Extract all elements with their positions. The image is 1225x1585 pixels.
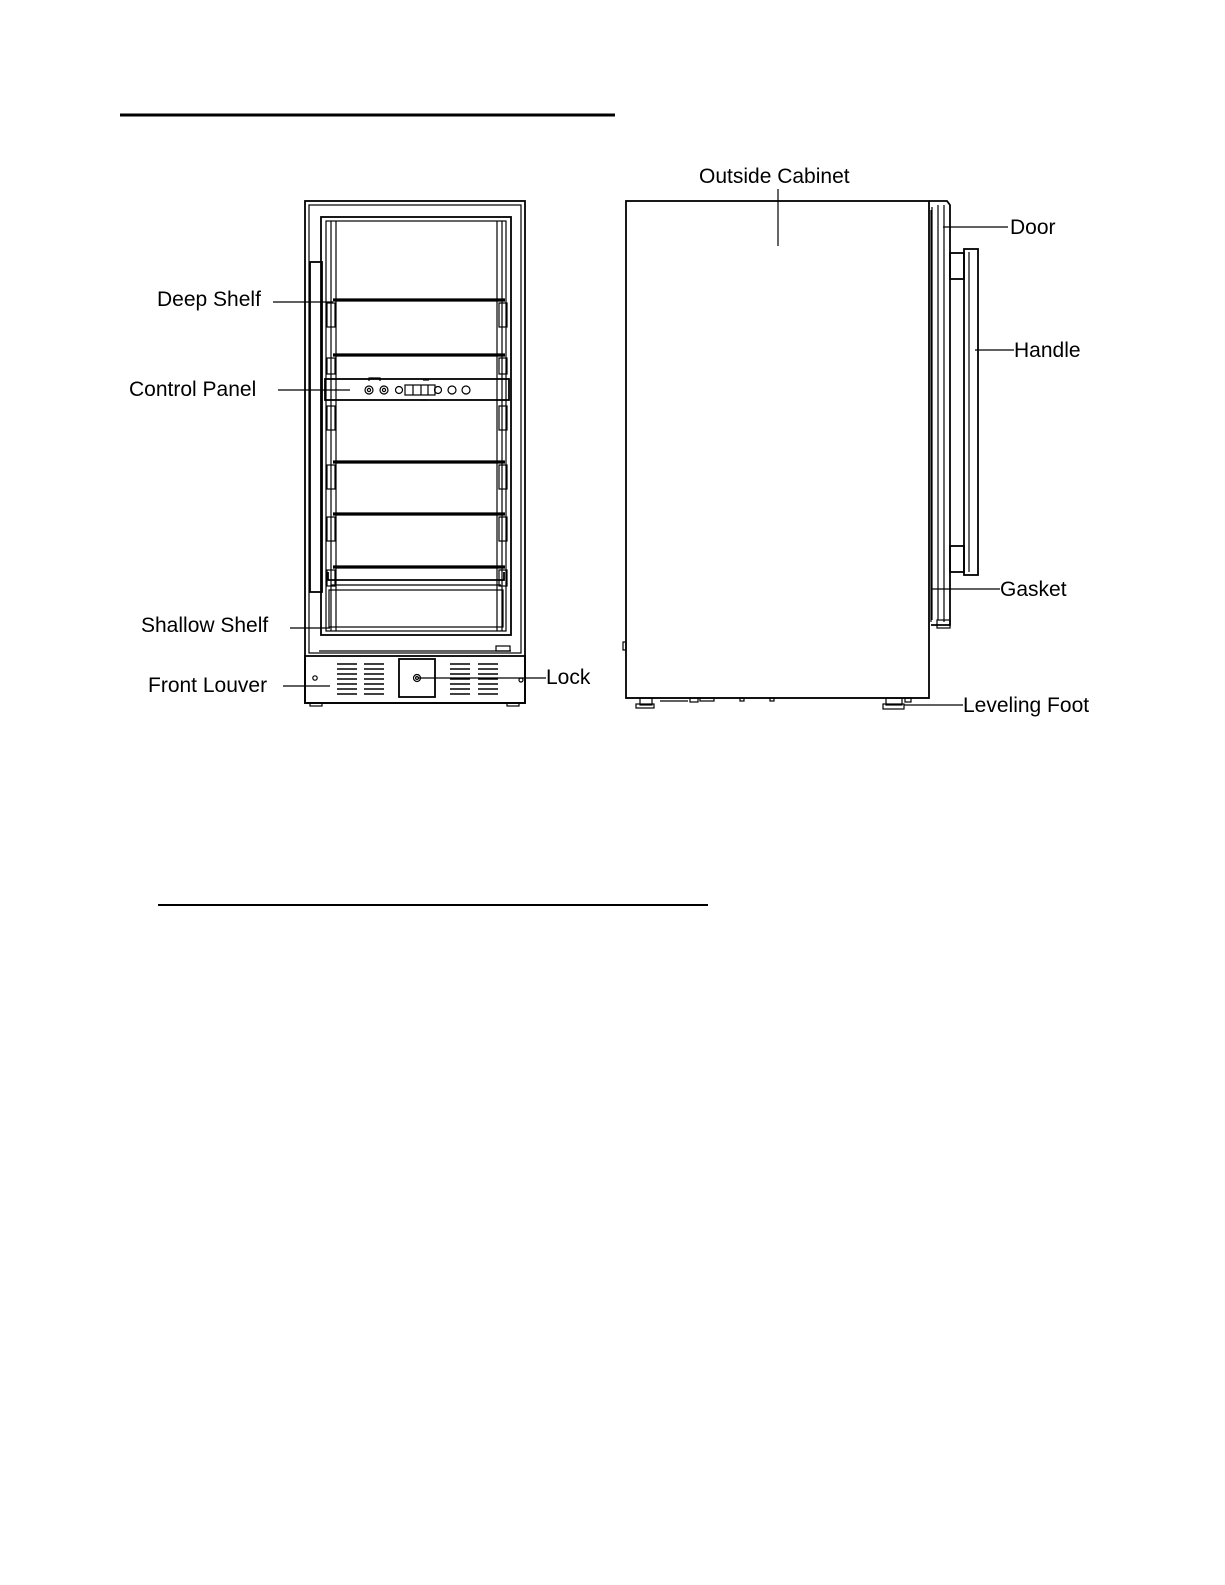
side-view [623, 201, 978, 709]
control-button [448, 386, 456, 394]
control-button [396, 387, 403, 394]
label-leveling-foot: Leveling Foot [963, 694, 1090, 717]
label-front-louver: Front Louver [148, 674, 268, 697]
label-shallow-shelf: Shallow Shelf [141, 614, 269, 637]
side-handle [950, 249, 978, 575]
labels [129, 165, 1089, 717]
control-button [365, 386, 373, 394]
louver-vents-left [337, 664, 384, 694]
label-control-panel: Control Panel [129, 378, 257, 401]
shallow-shelf [328, 572, 504, 627]
control-panel [325, 378, 509, 400]
front-door-frame [321, 217, 511, 635]
label-outside-cabinet: Outside Cabinet [699, 165, 850, 188]
outside-cabinet-body [626, 201, 929, 698]
label-handle: Handle [1014, 339, 1081, 362]
front-outer-frame [305, 201, 525, 703]
front-view [305, 201, 525, 706]
label-lock: Lock [546, 666, 591, 689]
side-door [929, 201, 950, 628]
control-button [380, 386, 388, 394]
label-deep-shelf: Deep Shelf [157, 288, 261, 311]
label-door: Door [1010, 216, 1056, 239]
temperature-display [405, 385, 435, 395]
control-button [462, 386, 470, 394]
louver-vents-right [450, 664, 498, 694]
deep-shelves [333, 300, 505, 567]
label-gasket: Gasket [1000, 578, 1067, 601]
